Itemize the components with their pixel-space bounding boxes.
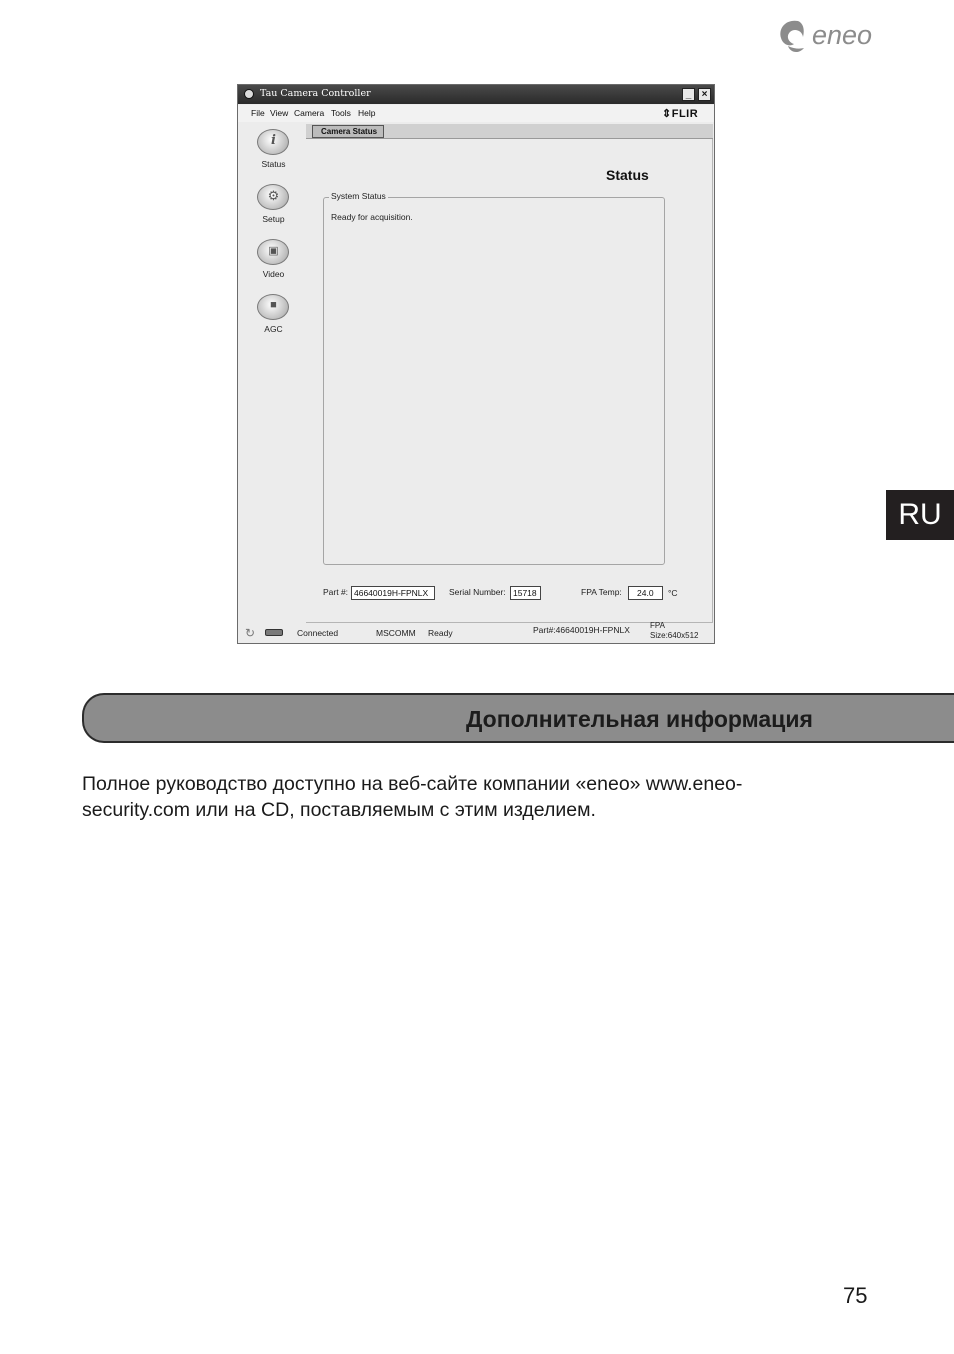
nav-status-label: Status	[261, 159, 286, 169]
part-number-field[interactable]: 46640019H-FPNLX	[351, 586, 435, 600]
refresh-icon[interactable]: ↻	[245, 626, 256, 640]
close-button[interactable]: ×	[698, 88, 711, 101]
menu-tools[interactable]: Tools	[331, 108, 351, 118]
sidebar	[242, 123, 305, 603]
fpa-size-status: Size:640x512	[650, 631, 699, 640]
serial-label: Serial Number:	[449, 587, 506, 597]
flir-logo: ⇕FLIR	[662, 108, 699, 120]
system-status-group	[323, 191, 665, 565]
fpa-temp-unit: °C	[668, 588, 678, 598]
nav-agc-label: AGC	[264, 324, 283, 334]
connection-status: Connected	[297, 628, 339, 638]
language-tab: RU	[886, 490, 954, 540]
section-title: Дополнительная информация	[466, 706, 813, 732]
panel-heading: Status	[606, 167, 649, 183]
nav-setup-label: Setup	[262, 214, 285, 224]
ready-status: Ready	[428, 628, 453, 638]
body-paragraph	[82, 771, 882, 823]
app-window	[237, 84, 715, 644]
nav-agc[interactable]: ■ AGC	[242, 290, 305, 344]
serial-number-field[interactable]: 15718	[510, 586, 541, 600]
nav-setup[interactable]: ⚙ Setup	[242, 180, 305, 234]
page-number: 75	[843, 1283, 868, 1308]
connection-icon	[265, 629, 283, 636]
menu-camera[interactable]: Camera	[294, 108, 325, 118]
flir-logo-text: FLIR	[671, 108, 699, 120]
system-status-text: Ready for acquisition.	[331, 212, 413, 222]
window-title: Tau Camera Controller	[260, 88, 371, 99]
app-icon	[244, 89, 254, 99]
menu-view[interactable]: View	[270, 108, 289, 118]
eneo-swirl-icon	[776, 18, 810, 56]
status-bar	[238, 623, 714, 643]
nav-status[interactable]: i Status	[242, 125, 305, 179]
system-status-legend: System Status	[331, 191, 386, 201]
breadcrumb-item[interactable]: Camera Status	[312, 125, 384, 138]
menu-bar	[238, 105, 714, 122]
title-bar	[238, 85, 714, 104]
menu-file[interactable]: File	[251, 108, 265, 118]
minimize-button[interactable]: _	[682, 88, 695, 101]
eneo-logo	[776, 16, 886, 58]
brand-name: eneo	[812, 20, 873, 50]
port-status: MSCOMM	[376, 628, 416, 638]
menu-help[interactable]: Help	[358, 108, 376, 118]
section-header	[82, 693, 954, 743]
fpa-status-label: FPA	[650, 621, 665, 630]
part-label: Part #:	[323, 587, 349, 597]
fpa-temp-field[interactable]: 24.0	[628, 586, 663, 600]
fpa-temp-label: FPA Temp:	[581, 587, 622, 597]
body-line-2: security.com или на CD, поставляемым с этим изделием.	[82, 799, 596, 821]
nav-video-label: Video	[262, 269, 285, 279]
part-status: Part#:46640019H-FPNLX	[533, 625, 630, 635]
body-line-1: Полное руководство доступно на веб-сайте компании «eneo» www.eneo-	[82, 773, 743, 795]
nav-video[interactable]: ▣ Video	[242, 235, 305, 289]
breadcrumb	[306, 124, 713, 139]
status-panel	[306, 139, 713, 623]
